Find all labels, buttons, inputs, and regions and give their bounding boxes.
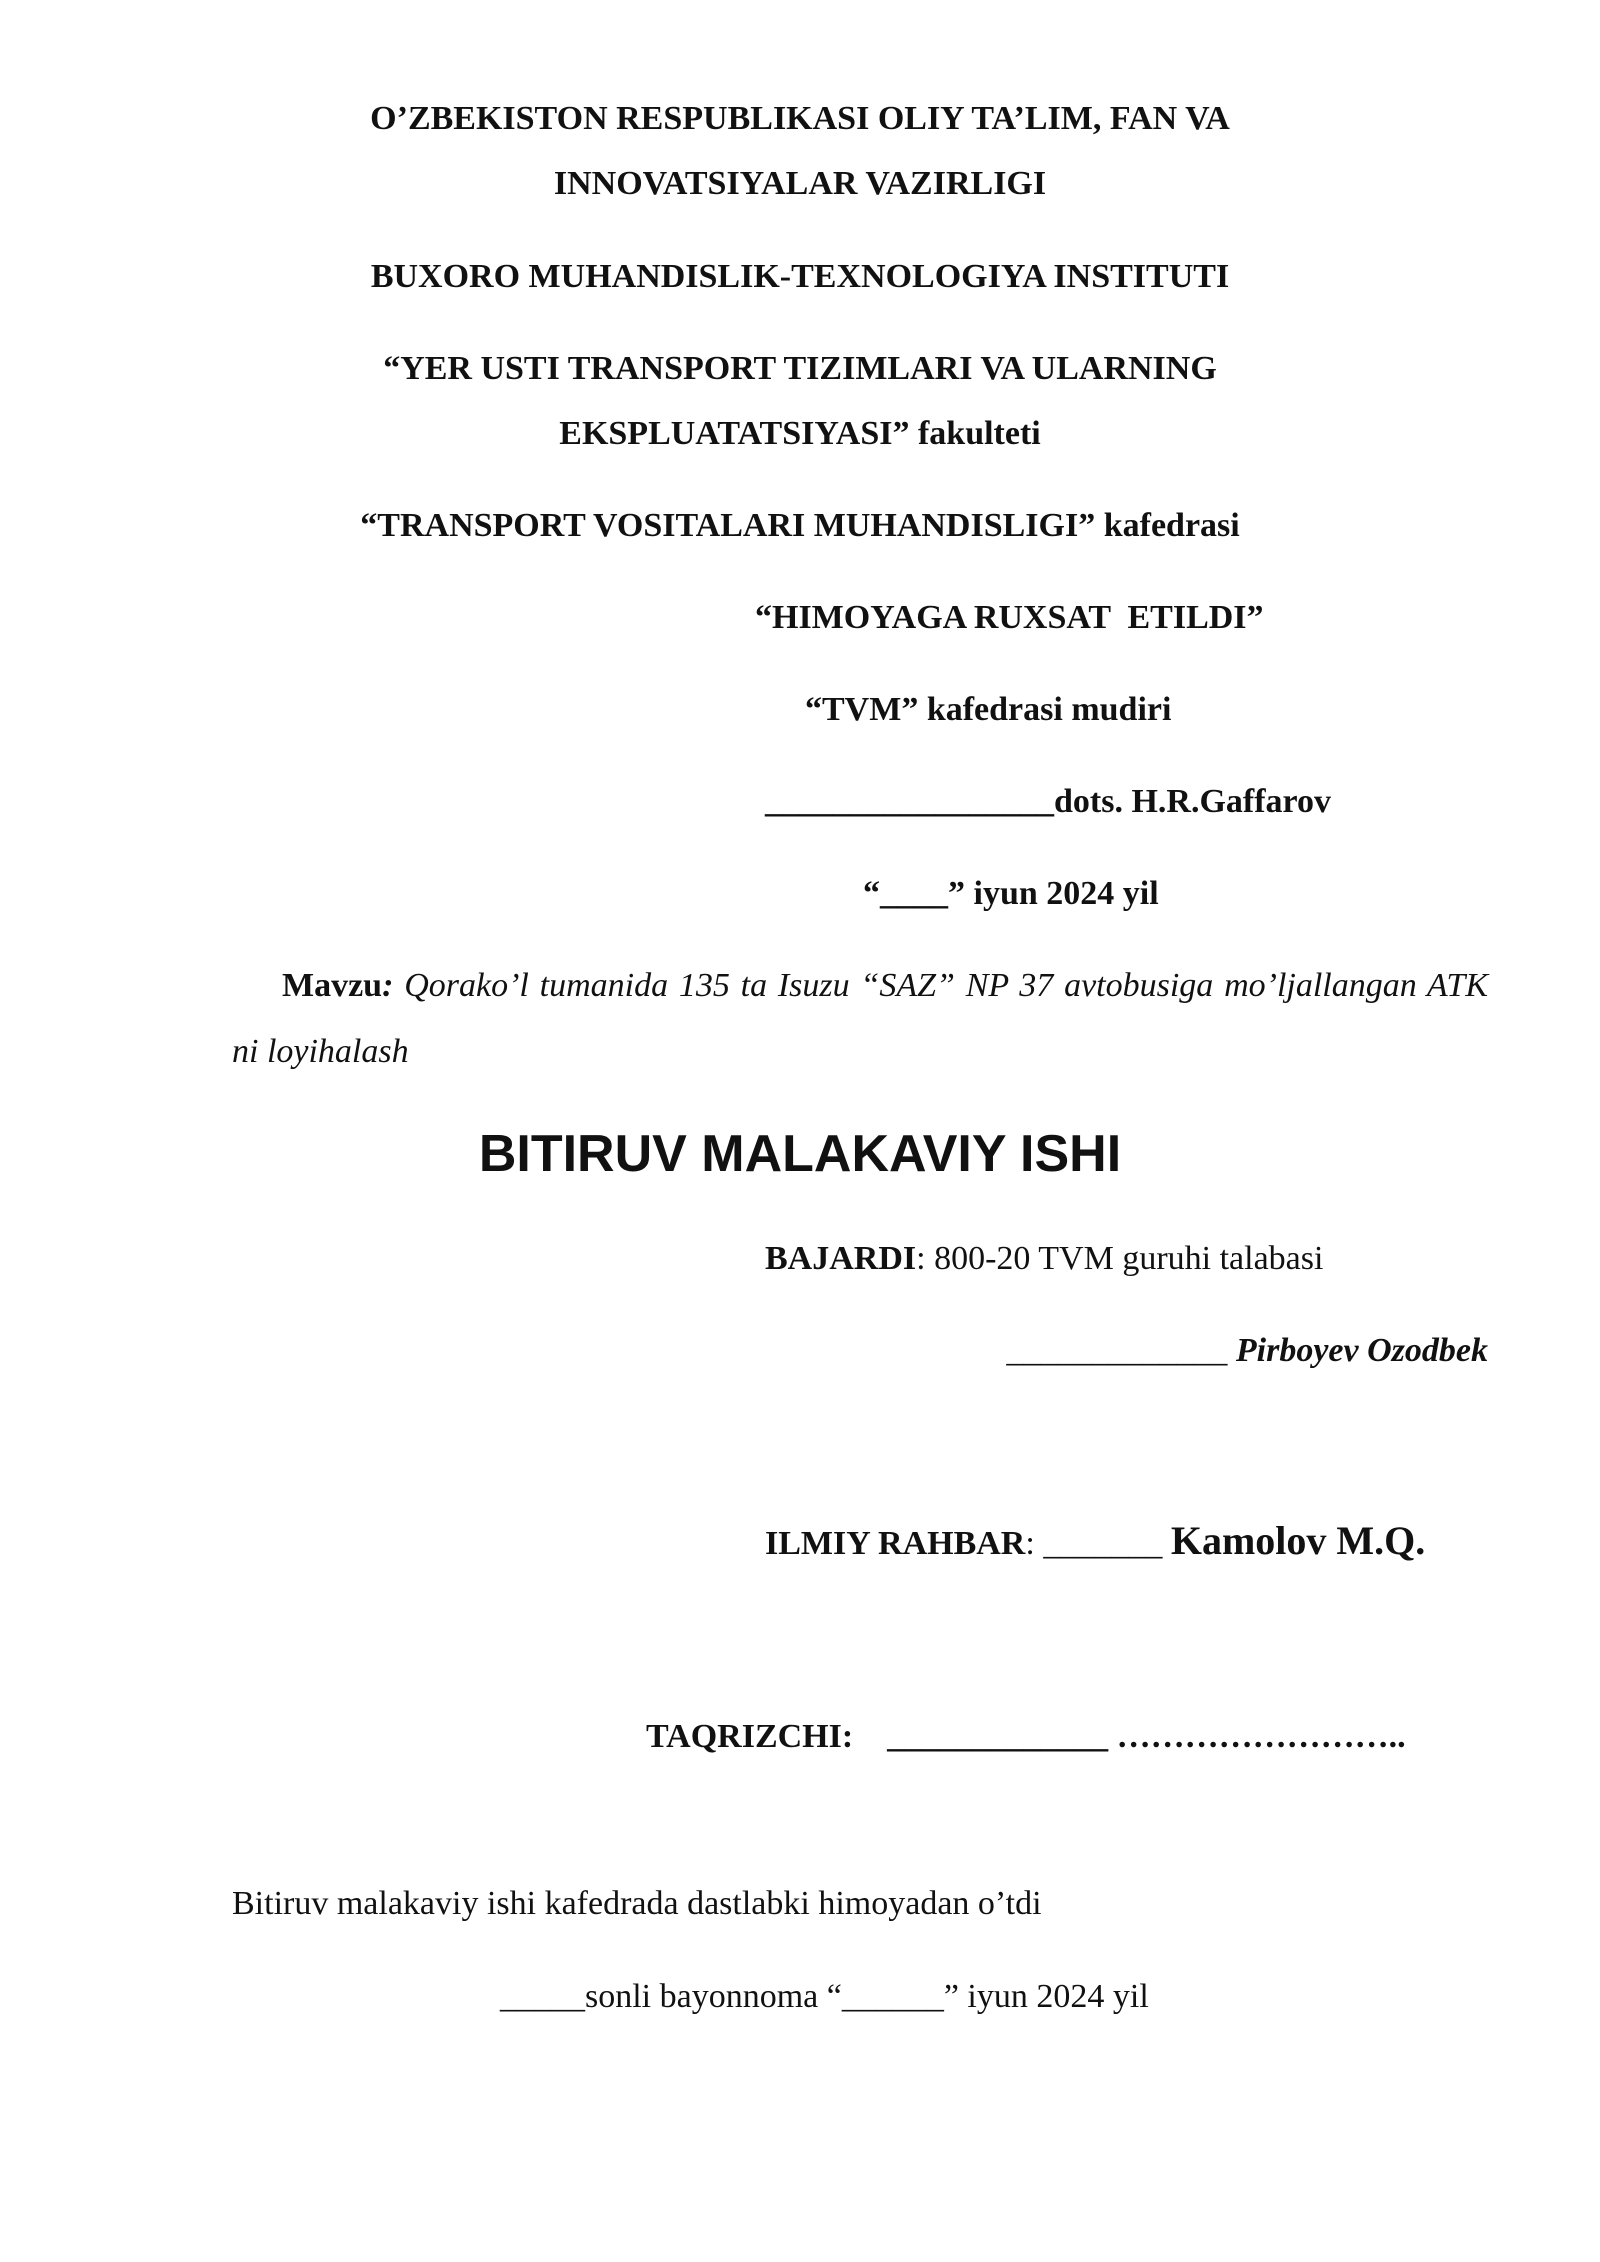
ministry-line-1: O’ZBEKISTON RESPUBLIKASI OLIY TA’LIM, FAN VA — [370, 100, 1230, 137]
work-title: BITIRUV MALAKAVIY ISHI — [478, 1125, 1122, 1183]
supervisor-blank: : _______ — [1025, 1525, 1171, 1562]
reviewer-blank: _____________ …………………….. — [887, 1718, 1406, 1755]
student-signature-line — [1006, 1327, 1488, 1375]
faculty-line-1: “YER USTI TRANSPORT TIZIMLARI VA ULARNING — [383, 350, 1217, 387]
student-name: Pirboyev Ozodbek — [1235, 1332, 1488, 1369]
student-line — [765, 1235, 1323, 1283]
reviewer-spacer — [853, 1718, 887, 1755]
topic-label: Mavzu — [282, 967, 383, 1004]
supervisor-name: Kamolov M.Q. — [1170, 1518, 1426, 1563]
reviewer-line — [646, 1713, 1406, 1761]
student-group: : 800-20 TVM guruhi talabasi — [916, 1240, 1324, 1277]
approval-signature-line: _________________dots. H.R.Gaffarov — [765, 783, 1332, 820]
student-blank: _____________ — [1006, 1332, 1236, 1369]
topic-text: Qorako’l tumanida 135 ta Isuzu “SAZ” NP 37 avtobusiga mo’ljallangan ATK ni loyihalash — [232, 967, 1488, 1070]
institute-name: BUXORO MUHANDISLIK-TEXNOLOGIYA INSTITUTI — [370, 258, 1230, 295]
supervisor-label: ILMIY RAHBAR — [765, 1525, 1026, 1562]
student-label: BAJARDI — [765, 1240, 917, 1277]
department-name: “TRANSPORT VOSITALARI MUHANDISLIGI” kafedrasi — [360, 507, 1240, 544]
approval-position: “TVM” kafedrasi mudiri — [805, 691, 1172, 728]
footer-note: Bitiruv malakaviy ishi kafedrada dastlabki himoyadan o’tdi — [232, 1885, 1042, 1922]
supervisor-line — [765, 1513, 1425, 1569]
topic-colon: : — [382, 967, 394, 1004]
faculty-line-2: EKSPLUATATSIYASI” fakulteti — [559, 415, 1041, 452]
ministry-line-2: INNOVATSIYALAR VAZIRLIGI — [553, 165, 1047, 202]
footer-protocol: _____sonli bayonnoma “______” iyun 2024 yil — [500, 1978, 1149, 2015]
approval-title: “HIMOYAGA RUXSAT ETILDI” — [755, 599, 1264, 636]
reviewer-label: TAQRIZCHI: — [646, 1718, 854, 1755]
approval-date: “____” iyun 2024 yil — [863, 875, 1159, 912]
topic-paragraph — [232, 953, 1488, 1085]
